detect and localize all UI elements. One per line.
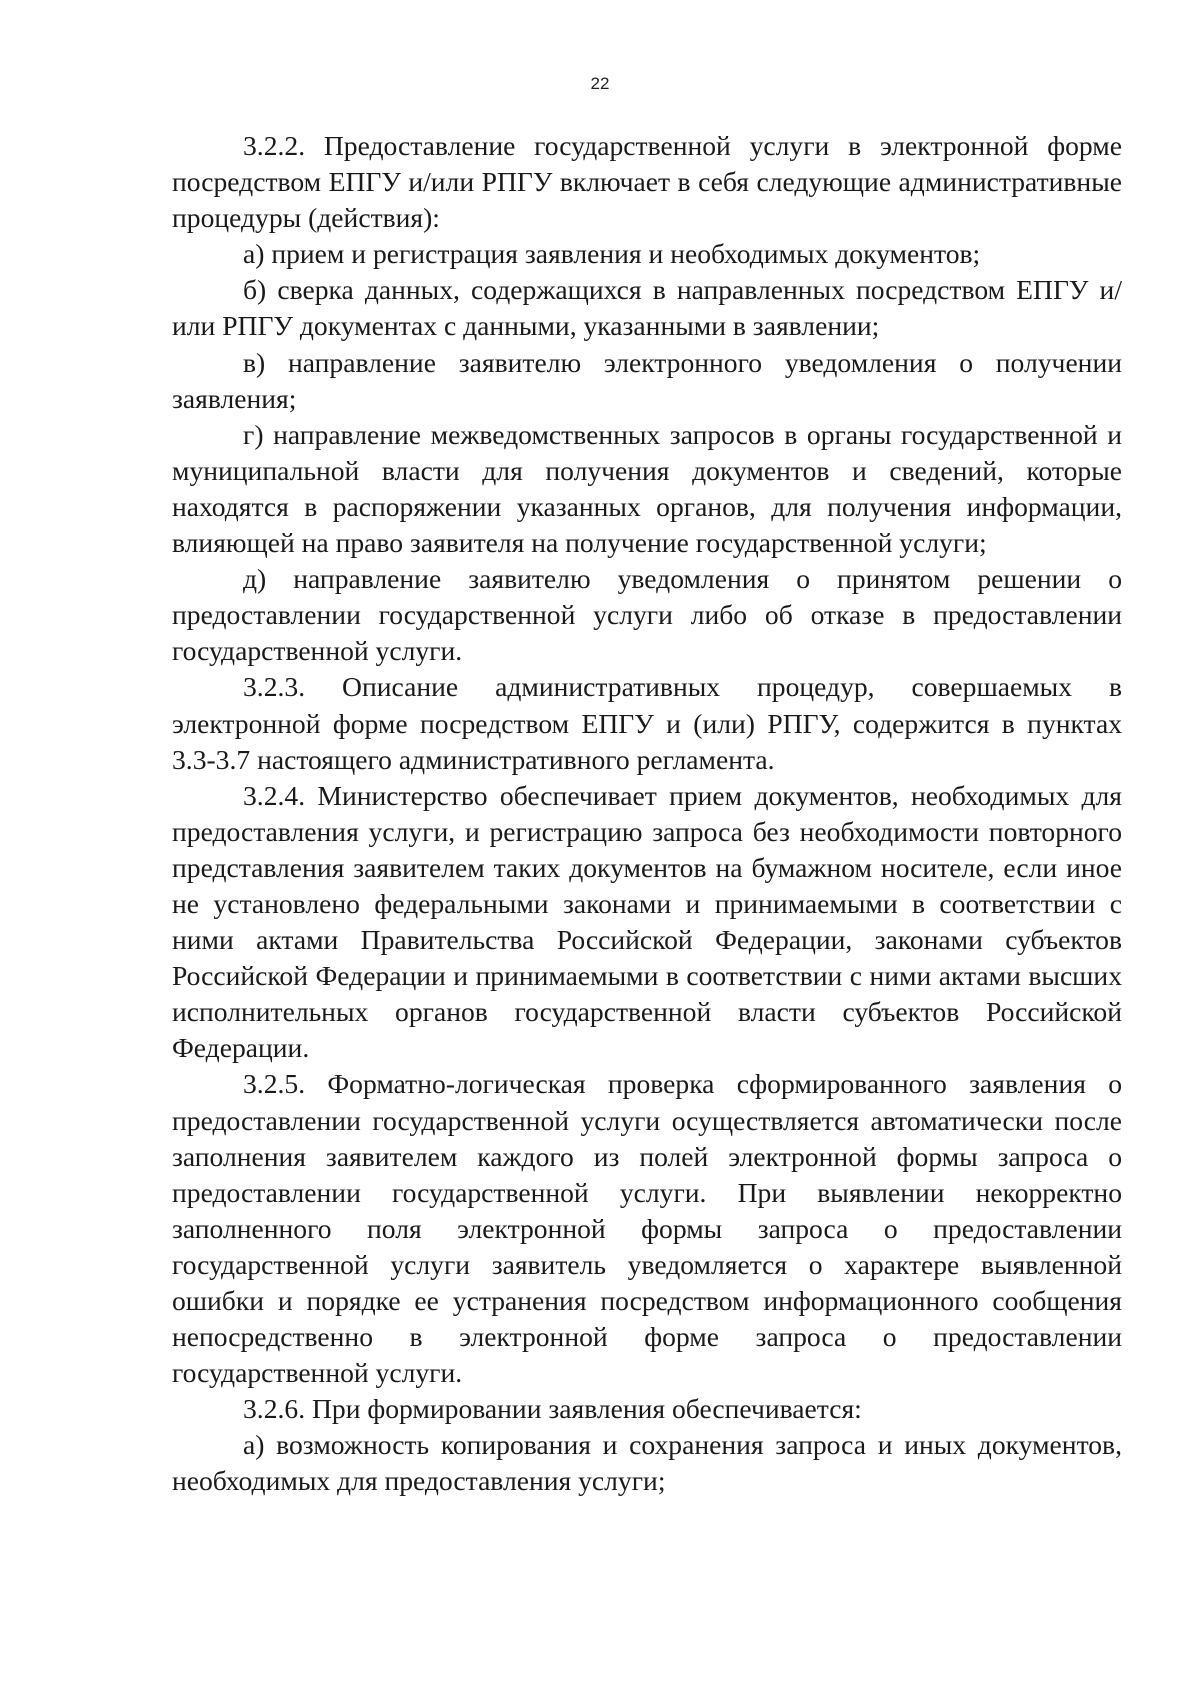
document-body: [172, 128, 1122, 1500]
list-item-d-decision-notice: д) направление заявителю уведомления о принятом решении о предоставлении государственной услуги либо об отказе в предоставлении государственной услуги.: [172, 563, 1122, 667]
list-item-b-data-check: б) сверка данных, содержащихся в направленных посредством ЕПГУ и/или РПГУ документах с данными, указанными в заявлении;: [172, 274, 1122, 342]
paragraph-3-2-2: 3.2.2. Предоставление государственной услуги в электронной форме посредством ЕПГУ и/или РПГУ включает в себя следующие административные процедуры (действия):: [172, 130, 1122, 234]
paragraph-3-2-4: 3.2.4. Министерство обеспечивает прием документов, необходимых для предоставления услуги, и регистрацию запроса без необходимости повторного представления заявителем таких документов на бумажном носителе, если иное не установлено федеральными законами и принимаемыми в соответствии с ними актами Правительства Российской Федерации, законами субъектов Российской Федерации и принимаемыми в соответствии с ними актами высших исполнительных органов государственной власти субъектов Российской Федерации.: [172, 779, 1122, 1064]
paragraph-3-2-5: 3.2.5. Форматно-логическая проверка сформированного заявления о предоставлении государственной услуги осуществляется автоматически после заполнения заявителем каждого из полей электронной формы запроса о предоставлении государственной услуги. При выявлении некорректно заполненного поля электронной формы запроса о предоставлении государственной услуги заявитель уведомляется о характере выявленной ошибки и порядке ее устранения посредством информационного сообщения непосредственно в электронной форме запроса о предоставлении государственной услуги.: [172, 1068, 1122, 1389]
list-item-a-copying: а) возможность копирования и сохранения запроса и иных документов, необходимых для предоставления услуги;: [172, 1429, 1122, 1497]
list-item-v-notification: в) направление заявителю электронного уведомления о получении заявления;: [172, 346, 1122, 414]
paragraph-3-2-6: 3.2.6. При формировании заявления обеспечивается:: [243, 1393, 862, 1425]
list-item-g-interagency-requests: г) направление межведомственных запросов в органы государственной и муниципальной власти для получения документов и сведений, которые находятся в распоряжении указанных органов, для получения информации, влияющей на право заявителя на получение государственной услуги;: [172, 418, 1122, 559]
paragraph-3-2-3: 3.2.3. Описание административных процедур, совершаемых в электронной форме посредством ЕПГУ и (или) РПГУ, содержится в пунктах 3.3-3.7 настоящего административного регламента.: [172, 671, 1122, 775]
list-item-a-reception: а) прием и регистрация заявления и необходимых документов;: [243, 238, 981, 270]
page-number: 22: [590, 74, 610, 93]
